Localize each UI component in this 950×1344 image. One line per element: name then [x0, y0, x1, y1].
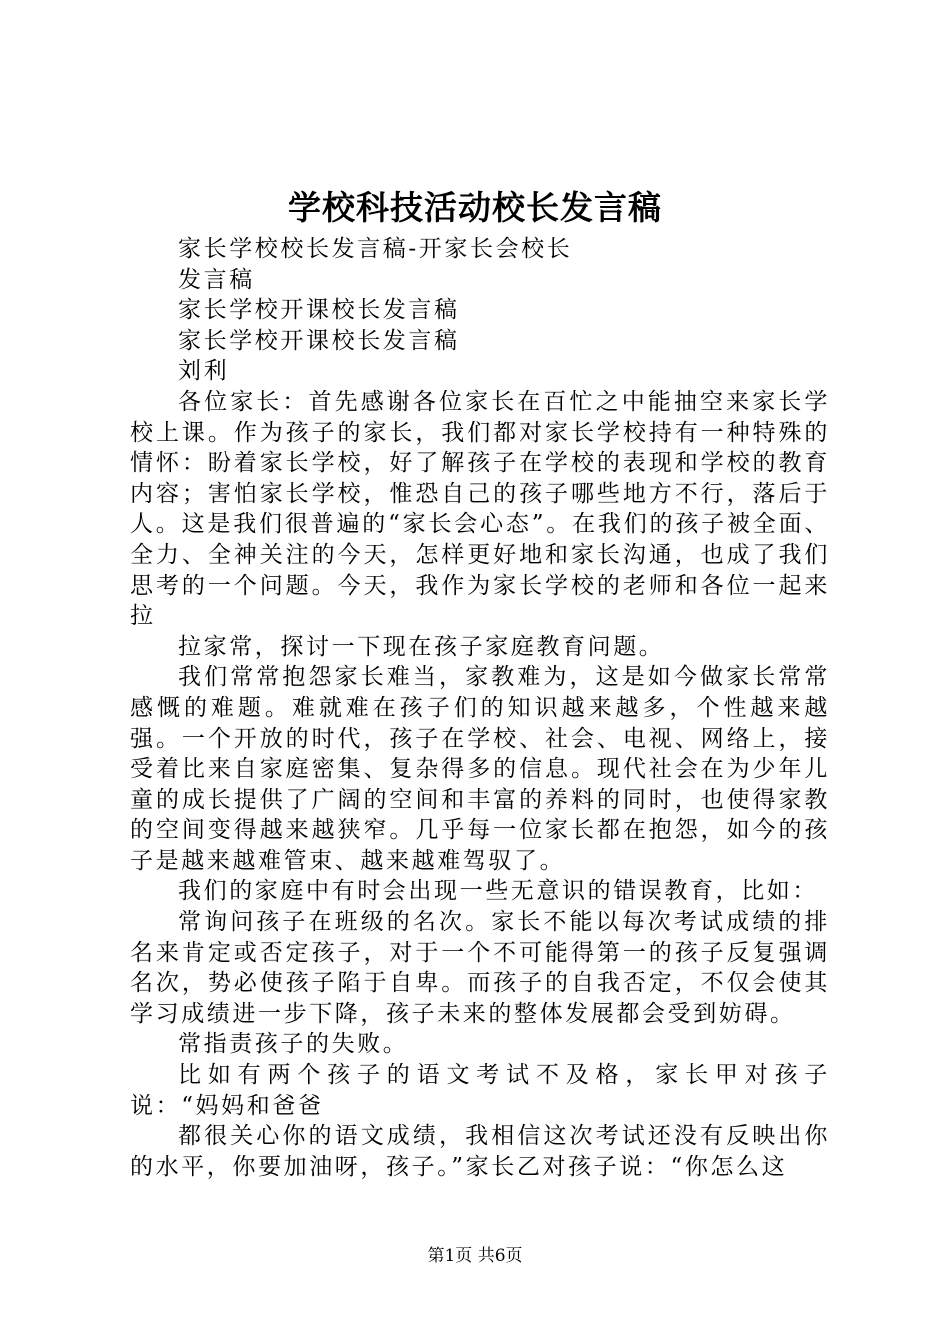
paragraph: 拉家常，探讨一下现在孩子家庭教育问题。	[178, 633, 665, 660]
document-title: 学校科技活动校长发言稿	[288, 188, 662, 227]
paragraph: 发言稿	[178, 266, 255, 293]
paragraph: 家长学校开课校长发言稿	[178, 327, 460, 354]
paragraph: 我们的家庭中有时会出现一些无意识的错误教育，比如：	[178, 878, 818, 905]
paragraph: 都很关心你的语文成绩，我相信这次考试还没有反映出你的水平，你要加油呀，孩子。”家长乙对孩子说：“你怎么这	[130, 1123, 830, 1180]
paragraph: 家长学校校长发言稿-开家长会校长	[178, 236, 573, 262]
paragraph: 家长学校开课校长发言稿	[178, 297, 460, 324]
document-body	[130, 234, 830, 1182]
paragraph: 常询问孩子在班级的名次。家长不能以每次考试成绩的排名来肯定或否定孩子，对于一个不可能得第一的孩子反复强调名次，势必使孩子陷于自卑。而孩子的自我否定，不仅会使其学习成绩进一步下降，孩子未来的整体发展都会受到妨碍。	[130, 909, 830, 1027]
paragraph: 比如有两个孩子的语文考试不及格，家长甲对孩子说：“妈妈和爸爸	[130, 1062, 830, 1119]
paragraph: 常指责孩子的失败。	[178, 1031, 409, 1058]
paragraph: 刘利	[178, 358, 230, 385]
paragraph: 我们常常抱怨家长难当，家教难为，这是如今做家长常常感慨的难题。难就难在孩子们的知识越来越多，个性越来越强。一个开放的时代，孩子在学校、社会、电视、网络上，接受着比来自家庭密集、复杂得多的信息。现代社会在为少年儿童的成长提供了广阔的空间和丰富的养料的同时，也使得家教的空间变得越来越狭窄。几乎每一位家长都在抱怨，如今的孩子是越来越难管束、越来越难驾驭了。	[130, 664, 830, 874]
paragraph: 各位家长：首先感谢各位家长在百忙之中能抽空来家长学校上课。作为孩子的家长，我们都对家长学校持有一种特殊的情怀：盼着家长学校，好了解孩子在学校的表现和学校的教育内容；害怕家长学校，惟恐自己的孩子哪些地方不行，落后于人。这是我们很普遍的“家长会心态”。在我们的孩子被全面、全力、全神关注的今天，怎样更好地和家长沟通，也成了我们思考的一个问题。今天，我作为家长学校的老师和各位一起来拉	[130, 388, 830, 630]
page-footer: 第1页 共6页	[427, 1246, 523, 1266]
